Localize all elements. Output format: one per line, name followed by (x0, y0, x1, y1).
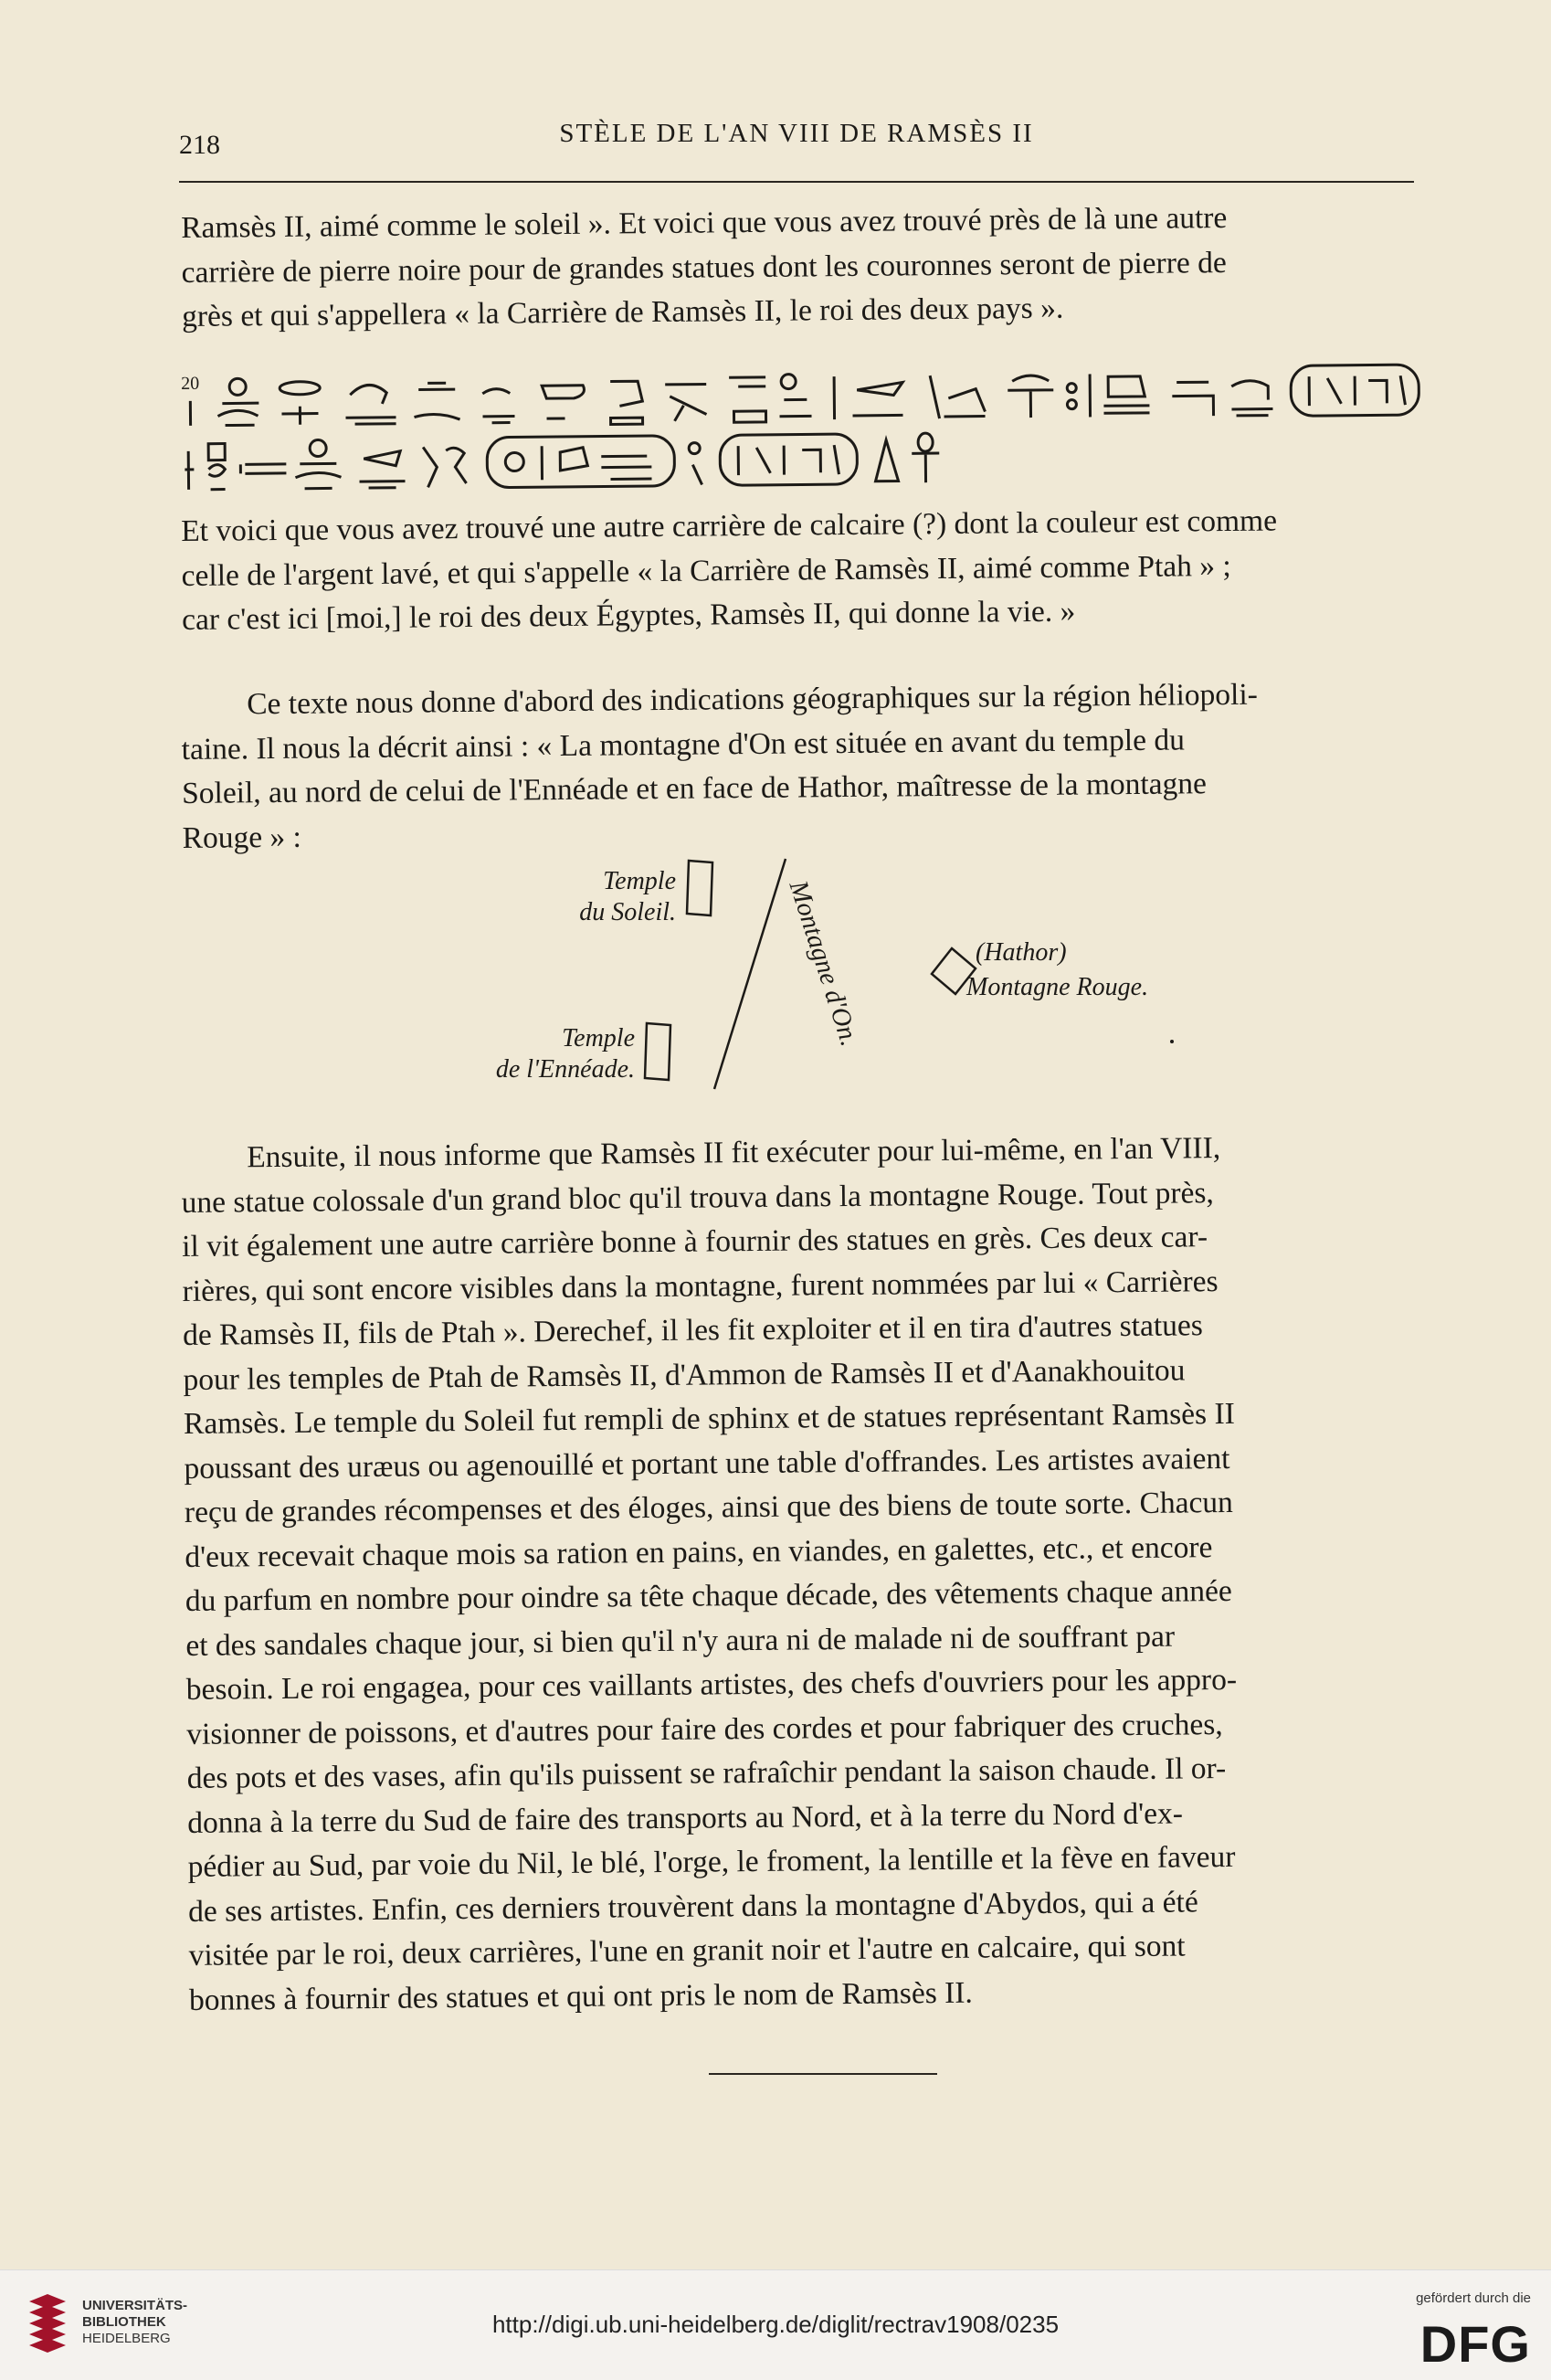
text-line: bonnes à fournir des statues et qui ont pris le nom de Ramsès II. (188, 1975, 974, 2017)
text-line: il vit également une autre carrière bonne à fournir des statues en grès. Ces deux car- (181, 1220, 1208, 1264)
text-line: de ses artistes. Enfin, ces derniers trouvèrent dans la montagne d'Abydos, qui a été (187, 1884, 1198, 1929)
montagne-on-line (714, 859, 786, 1089)
text-line: Rouge » : (182, 820, 302, 855)
end-rule (709, 2073, 937, 2075)
library-line1: UNIVERSITÄTS- (82, 2298, 188, 2313)
text-line: d'eux recevait chaque mois sa ration en pains, en viandes, en galettes, etc., et encore (185, 1529, 1213, 1574)
text-line: des pots et des vases, afin qu'ils puissent se rafraîchir pendant la saison chaude. Il or- (186, 1751, 1227, 1795)
temple-soleil-rectangle (687, 861, 712, 915)
paragraph-4 (181, 1125, 1431, 2023)
paragraph-2 (181, 498, 1424, 643)
text-line: donna à la terre du Sud de faire des transports au Nord, et à la terre du Nord d'ex- (187, 1796, 1184, 1840)
hieroglyph-line-1 (181, 357, 1422, 433)
text-line: celle de l'argent lavé, et qui s'appelle « la Carrière de Ramsès II, aimé comme Ptah » ; (181, 548, 1231, 593)
text-line: Ramsès. Le temple du Soleil fut rempli de sphinx et de statues représentant Ramsès II (183, 1396, 1235, 1441)
label-temple-soleil: Temple du Soleil. (579, 867, 676, 926)
line-number: 20 (181, 373, 200, 394)
footer-bar (0, 2269, 1551, 2380)
page-number: 218 (179, 130, 220, 160)
sketch-map (402, 850, 1224, 1115)
text-line: besoin. Le roi engagea, pour ces vaillants artistes, des chefs d'ouvriers pour les appro- (185, 1662, 1238, 1707)
running-title: STÈLE DE L'AN VIII DE RAMSÈS II (559, 119, 1034, 148)
text-line: reçu de grandes récompenses et des éloges, ainsi que des biens de toute sorte. Chacun (184, 1485, 1234, 1529)
text-line: Ramsès II, aimé comme le soleil ». Et voici que vous avez trouvé près de là une autre (181, 201, 1228, 245)
text-line: car c'est ici [moi,] le roi des deux Égyptes, Ramsès II, qui donne la vie. » (181, 594, 1076, 637)
text-line: grès et qui s'appellera « la Carrière de Ramsès II, le roi des deux pays ». (181, 291, 1064, 333)
page-header (179, 113, 1414, 160)
text-line: taine. Il nous la décrit ainsi : « La montagne d'On est située en avant du temple du (181, 722, 1186, 767)
header-rule (179, 181, 1414, 183)
label-hathor: (Hathor) (976, 938, 1067, 967)
text-line: Soleil, au nord de celui de l'Ennéade et en face de Hathor, maîtresse de la montagne (181, 767, 1208, 810)
label-temple-enneade: Temple de l'Ennéade. (495, 1024, 635, 1084)
text-line: de Ramsès II, fils de Ptah ». Derechef, il les fit exploiter et il en tira d'autres statues (182, 1308, 1203, 1352)
text-line: rières, qui sont encore visibles dans la montagne, furent nommées par lui « Carrières (182, 1264, 1219, 1308)
text-line: pour les temples de Ptah de Ramsès II, d'Ammon de Ramsès II et d'Aanakhouitou (183, 1352, 1186, 1397)
temple-enneade-rectangle (645, 1023, 670, 1080)
dfg-logo: DFG (1419, 2315, 1531, 2373)
funded-by-text: gefördert durch die (1416, 2290, 1531, 2306)
label-montagne-rouge: Montagne Rouge. (966, 973, 1149, 1001)
text-line: poussant des uræus ou agenouillé et portant une table d'offrandes. Les artistes avaient (184, 1441, 1230, 1486)
label-montagne-on: Montagne d'On. (783, 877, 865, 1050)
text-line: Et voici que vous avez trouvé une autre carrière de calcaire (?) dont la couleur est comme (181, 503, 1278, 548)
permalink-url[interactable]: http://digi.ub.uni-heidelberg.de/diglit/rectrav1908/0235 (491, 2311, 1060, 2338)
paragraph-1 (181, 195, 1424, 340)
library-city: HEIDELBERG (82, 2331, 171, 2346)
text-line: visitée par le roi, deux carrières, l'une en granit noir et l'autre en calcaire, qui sont (188, 1929, 1186, 1973)
text-line: une statue colossale d'un grand bloc qu'il trouva dans la montagne Rouge. Tout près, (181, 1175, 1215, 1220)
text-line: visionner de poissons, et d'autres pour faire des cordes et pour fabriquer des cruches, (186, 1707, 1223, 1751)
text-line: du parfum en nombre pour oindre sa tête chaque décade, des vêtements chaque année (185, 1573, 1232, 1618)
text-line: Ce texte nous donne d'abord des indications géographiques sur la région héliopoli- (247, 677, 1258, 722)
paragraph-3 (181, 672, 1425, 861)
library-line2: BIBLIOTHEK (82, 2314, 166, 2330)
text-line: et des sandales chaque jour, si bien qu'il n'y aura ni de malade ni de souffrant par (185, 1619, 1176, 1663)
hieroglyphs-image (181, 425, 1004, 497)
hieroglyph-line-2 (181, 425, 1004, 497)
text-line: Ensuite, il nous informe que Ramsès II fit exécuter pour lui-même, en l'an VIII, (247, 1131, 1221, 1175)
hieroglyphs-image (181, 357, 1422, 433)
text-line: pédier au Sud, par voie du Nil, le blé, l'orge, le froment, la lentille et la fève en faveur (187, 1839, 1236, 1884)
text-line: carrière de pierre noire pour de grandes statues dont les couronnes seront de pierre de (181, 245, 1227, 290)
